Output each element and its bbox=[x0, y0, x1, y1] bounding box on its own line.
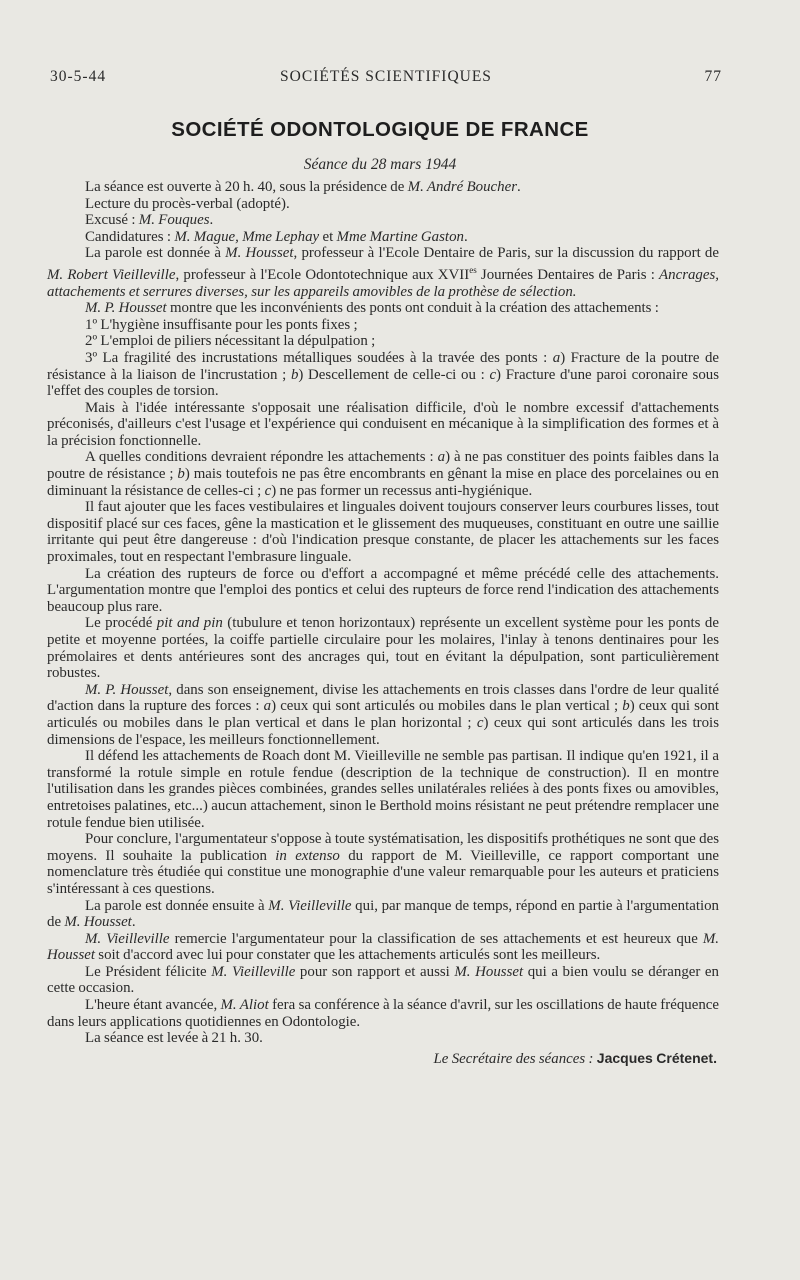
paragraph-classes: M. P. Housset, dans son enseignement, divise les attachements en trois classes dans l'ordre de leur qualité d'action dans la rupture des forces : a) ceux qui sont articulés ou mobiles dans le plan vertical ; b) ceux qui sont articulés ou mobiles dans le plan vertical et dans le plan horizontal ; c) ceux qui sont articulés dans les trois dimensions de l'espace, les meilleurs fonctionnellement. bbox=[47, 681, 720, 748]
paragraph-opening: La séance est ouverte à 20 h. 40, sous la présidence de M. André Boucher. bbox=[85, 179, 521, 195]
paragraph-realisation: Mais à l'idée intéressante s'opposait une réalisation difficile, d'où le nombre excessif d'attachements préconisés, d'ailleurs c'est l'usage et l'expérience qui conduisent en mécanique à la simplification des formes et à la précision fonctionnelle. bbox=[47, 399, 719, 449]
paragraph-excused: Excusé : M. Fouques. bbox=[85, 212, 214, 229]
list-item-1: 1º L'hygiène insuffisante pour les ponts fixes ; bbox=[85, 316, 358, 333]
article-body bbox=[47, 179, 719, 1067]
paragraph-housset-intro: La parole est donnée à M. Housset, professeur à l'Ecole Dentaire de Paris, sur la discussion du rapport de M. Robert Vieilleville, professeur à l'Ecole Odontotechnique aux $XVII^{es}$ Journées Dentaires de Paris : Ancrages, attachements et serrures diverses, sur les appareils amovibles de la prothèse de sélection. bbox=[47, 245, 720, 300]
signature-line bbox=[47, 1050, 719, 1068]
session-date bbox=[0, 156, 760, 174]
signature-name: Jacques Crétenet. bbox=[596, 1049, 717, 1066]
running-header bbox=[50, 68, 722, 88]
page-number: 77 bbox=[704, 68, 722, 85]
paragraph-roach: Il défend les attachements de Roach dont M. Vieilleville ne semble pas partisan. Il indique qu'en 1921, il a transformé la rotule simple en rotule fendue (description de la technique de construction). Il en montre l'utilisation dans les grandes pièces combinées, grandes selles unilatérales reliées à des ponts fixes ou amovibles, entretoises palatines, etc...) aucun attachement, sinon le Berthold moins résistant ne peut prétendre remplacer une rotule fendue bien utilisée. bbox=[47, 748, 719, 831]
paragraph-faces: Il faut ajouter que les faces vestibulaires et linguales doivent toujours conserver leurs courbures lisses, tout dispositif placé sur ces faces, gêne la mastication et le glissement des muqueuses, constituant en outre une saillie irritante qui peut être dangereuse : d'où l'indication presque constante, de placer les attachements sur les faces proximales, tout en respectant l'embrasure linguale. bbox=[47, 499, 719, 566]
paragraph-president: Le Président félicite M. Vieilleville pour son rapport et aussi M. Housset qui a bien voulu se déranger en cette occasion. bbox=[47, 963, 719, 997]
list-item-2: 2º L'emploi de piliers nécessitant la dépulpation ; bbox=[85, 333, 376, 350]
header-section: SOCIÉTÉS SCIENTIFIQUES bbox=[280, 68, 492, 85]
paragraph-candidates: Candidatures : M. Mague, Mme Lephay et Mme Martine Gaston. bbox=[85, 228, 468, 245]
paragraph-thanks: M. Vieilleville remercie l'argumentateur pour la classification de ses attachements et est heureux que M. Housset soit d'accord avec lui pour constater que les attachements articulés sont les meilleurs. bbox=[47, 930, 719, 964]
paragraph-pit-and-pin: Le procédé pit and pin (tubulure et tenon horizontaux) représente un excellent système pour les ponts de petite et moyenne portées, la coiffe partielle circulaire pour les molaires, l'inlay à tenons dentinaires pour les prémolaires et dents antérieures sont des ancrages qui, tout en évitant la dépulpation, sont particulièrement robustes. bbox=[47, 615, 719, 682]
paragraph-closing: La séance est levée à 21 h. 30. bbox=[85, 1030, 263, 1047]
list-item-3: 3º La fragilité des incrustations métalliques soudées à la travée des ponts : a) Fracture de la poutre de résistance à la liaison de l'incrustation ; b) Descellement de celle-ci ou : c) Fracture d'une paroi coronaire sous l'effet des couples de torsion. bbox=[47, 349, 720, 400]
paragraph-conditions: A quelles conditions devraient répondre les attachements : a) à ne pas constituer des points faibles dans la poutre de résistance ; b) mais toutefois ne pas être encombrants en gênant la mise en place des porcelaines ou en diminuant la résistance de celles-ci ; c) ne pas former un recessus anti-hygiénique. bbox=[47, 449, 719, 499]
paragraph-inconvenients: M. P. Housset montre que les inconvénients des ponts ont conduit à la création des attachements : bbox=[85, 300, 659, 317]
paragraph-aliot: L'heure étant avancée, M. Aliot fera sa conférence à la séance d'avril, sur les oscillations de haute fréquence dans leurs applications quotidiennes en Odontologie. bbox=[47, 997, 719, 1030]
paragraph-conclusion: Pour conclure, l'argumentateur s'oppose à toute systématisation, les dispositifs prothétiques ne sont que des moyens. Il souhaite la publication in extenso du rapport de M. Vieilleville, ce rapport comportant une nomenclature très étudiée qui constitue une monographie d'une valeur remarquable pour les auteurs et praticiens s'intéressant à ces questions. bbox=[47, 831, 720, 897]
header-date: 30-5-44 bbox=[50, 68, 107, 85]
article-title: SOCIÉTÉ ODONTOLOGIQUE DE FRANCE bbox=[171, 118, 589, 141]
paragraph-rupteurs: La création des rupteurs de force ou d'effort a accompagné et même précédé celle des attachements. L'argumentation montre que l'emploi des pontics et celui des rupteurs de force rend l'indication des attachements beaucoup plus rare. bbox=[47, 565, 719, 615]
signature-label: Le Secrétaire des séances : bbox=[433, 1050, 597, 1067]
paragraph-minutes: Lecture du procès-verbal (adopté). bbox=[85, 195, 290, 212]
session-date-text: Séance du 28 mars 1944 bbox=[303, 156, 457, 173]
paragraph-vieilleville-reply: La parole est donnée ensuite à M. Vieilleville qui, par manque de temps, répond en partie à l'argumentation de M. Housset. bbox=[47, 897, 719, 931]
